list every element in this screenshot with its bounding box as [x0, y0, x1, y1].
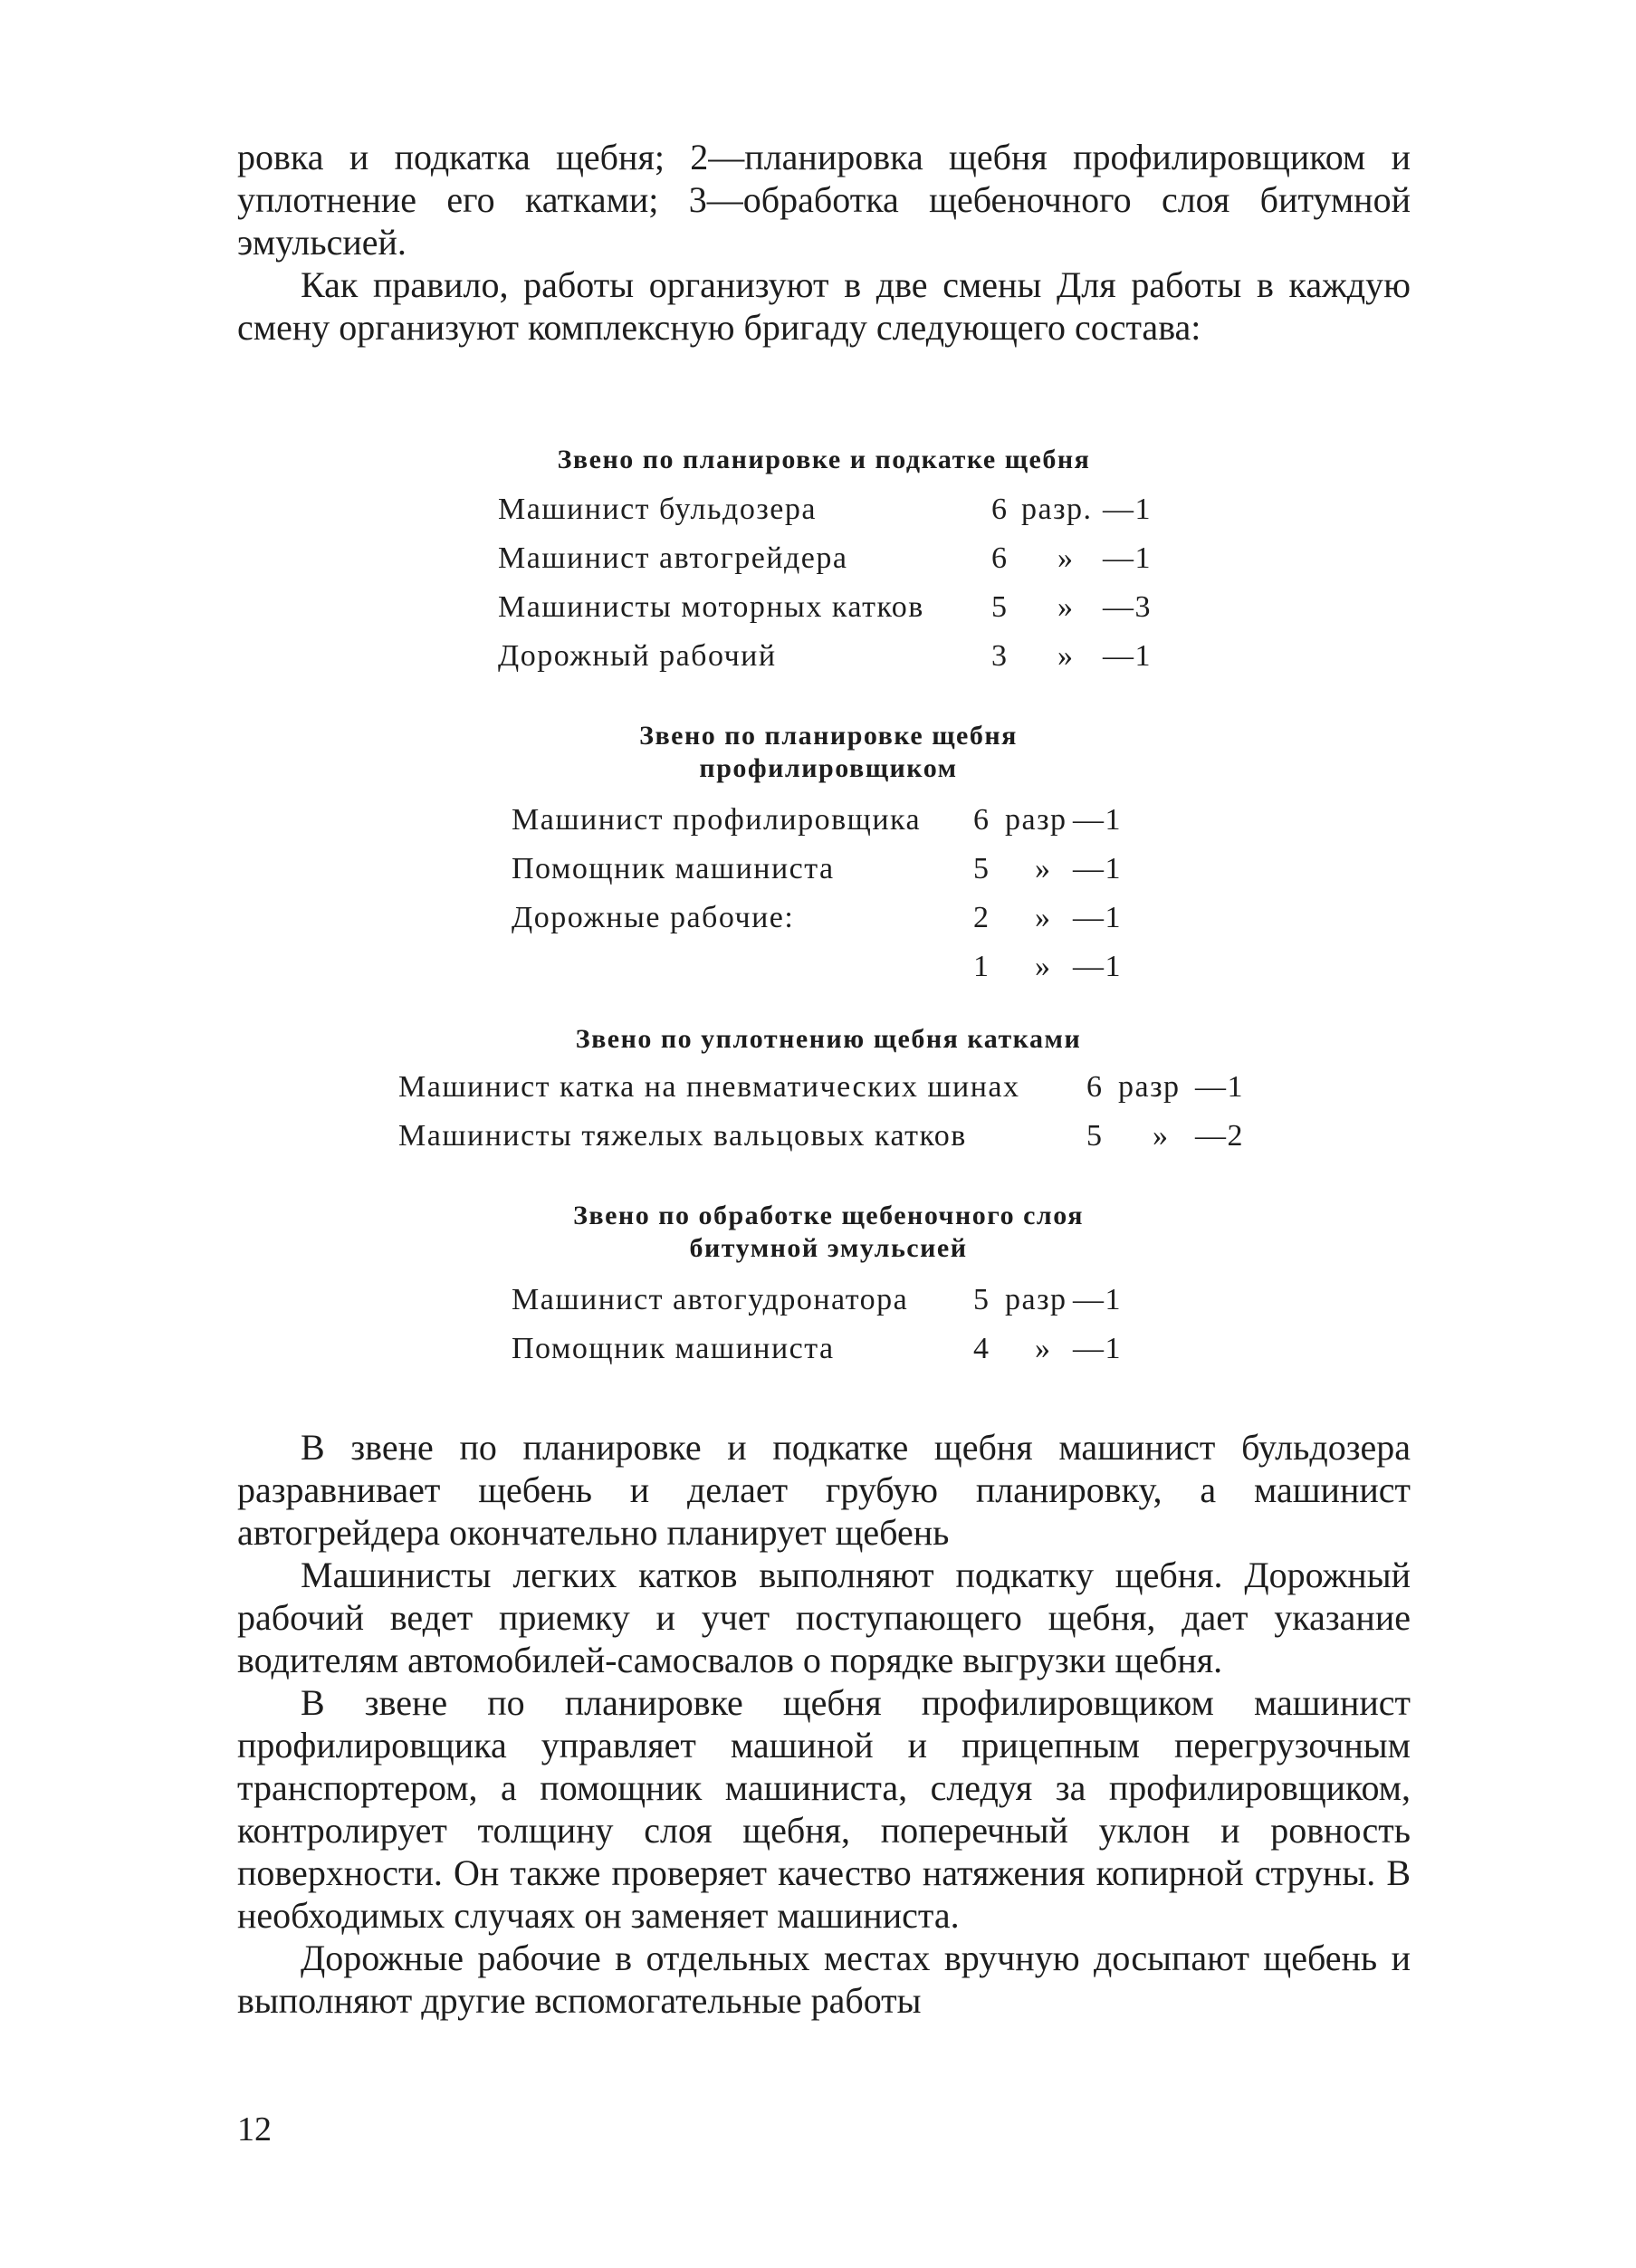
crew-unit: »: [1035, 901, 1052, 934]
crew-role: Машинист катка на пневматических шинах: [398, 1070, 1020, 1104]
paragraph: В звене по планировке щебня профилировщиком машинист профилировщика управляет машиной и прицепным перегрузочным транспортером, а помощник машиниста, следуя за профилировщиком, контролирует толщину слоя щебня, поперечный уклон и ровность поверхности. Он также проверяет качество натяжения копирной струны. В необходимых случаях он заменяет машиниста.: [237, 1682, 1411, 1936]
explanation-text: [237, 1426, 1411, 2022]
crew-count: —1: [1103, 639, 1152, 673]
crew-unit: »: [1153, 1119, 1170, 1153]
crew-count: —1: [1103, 541, 1152, 575]
crew-block-compaction: [398, 1023, 1258, 1161]
crew-row: [512, 943, 1145, 991]
intro-text: [237, 136, 1411, 349]
crew-row: [398, 1063, 1258, 1112]
crew-role: Дорожные рабочие:: [512, 901, 795, 934]
crew-grade: 6: [991, 541, 1009, 575]
crew-role: Машинист бульдозера: [498, 493, 817, 526]
crew-grade: 6: [991, 493, 1009, 526]
paragraph: Дорожные рабочие в отдельных местах вручную досыпают щебень и выполняют другие вспомогательные работы: [237, 1938, 1411, 2021]
crew-grade: 5: [991, 590, 1009, 624]
crew-row: [512, 845, 1145, 894]
crew-unit: »: [1035, 1332, 1052, 1365]
crew-unit: разр.: [1021, 493, 1093, 526]
paragraph: ровка и подкатка щебня; 2—планировка щебня профилировщиком и уплотнение его катками; 3—обработка щебеночного слоя битумной эмульсией.: [237, 137, 1411, 263]
crew-count: —1: [1195, 1070, 1244, 1104]
crew-title: Звено по планировке щебня профилировщиком: [639, 721, 1018, 783]
crew-row: [512, 796, 1145, 845]
crew-grade: 4: [973, 1332, 990, 1365]
paragraph: Машинисты легких катков выполняют подкатку щебня. Дорожный рабочий ведет приемку и учет поступающего щебня, дает указание водителям автомобилей-самосвалов о порядке выгрузки щебня.: [237, 1555, 1411, 1680]
crew-grade: 5: [973, 852, 990, 885]
crew-unit: разр: [1005, 803, 1067, 837]
crew-title: Звено по обработке щебеночного слоя битумной эмульсией: [573, 1201, 1084, 1263]
crew-count: —1: [1073, 1332, 1122, 1365]
crew-grade: 6: [973, 803, 990, 837]
paragraph: Как правило, работы организуют в две смены Для работы в каждую смену организуют комплексную бригаду следующего состава:: [237, 264, 1411, 348]
crew-row: [498, 583, 1150, 632]
crew-unit: »: [1057, 541, 1075, 575]
crew-grade: 5: [1086, 1119, 1104, 1153]
crew-row: [398, 1112, 1258, 1161]
crew-unit: »: [1057, 590, 1075, 624]
crew-grade: 6: [1086, 1070, 1104, 1104]
crew-grade: 2: [973, 901, 990, 934]
crew-role: Машинист автогрейдера: [498, 541, 848, 575]
crew-grade: 5: [973, 1283, 990, 1316]
crew-block-bitumen: [512, 1200, 1145, 1373]
crew-row: [498, 632, 1150, 681]
crew-row: [512, 1325, 1145, 1373]
crew-block-grading-rolling: [498, 444, 1150, 681]
crew-count: —1: [1073, 901, 1122, 934]
crew-role: Машинисты тяжелых вальцовых катков: [398, 1119, 967, 1153]
crew-title: Звено по уплотнению щебня катками: [575, 1024, 1082, 1054]
crew-unit: разр: [1005, 1283, 1067, 1316]
crew-count: —1: [1103, 493, 1152, 526]
crew-count: —1: [1073, 1283, 1122, 1316]
crew-grade: 3: [991, 639, 1009, 673]
page-number: 12: [237, 2110, 272, 2148]
crew-grade: 1: [973, 950, 990, 983]
crew-count: —1: [1073, 852, 1122, 885]
crew-role: Машинисты моторных катков: [498, 590, 924, 624]
crew-count: —1: [1073, 803, 1122, 837]
crew-unit: »: [1035, 852, 1052, 885]
crew-unit: разр: [1118, 1070, 1181, 1104]
crew-role: Помощник машиниста: [512, 1332, 835, 1365]
crew-unit: »: [1035, 950, 1052, 983]
crew-unit: »: [1057, 639, 1075, 673]
crew-role: Машинист профилировщика: [512, 803, 922, 837]
crew-row: [498, 485, 1150, 534]
crew-role: Машинист автогудронатора: [512, 1283, 909, 1316]
crew-role: Помощник машиниста: [512, 852, 835, 885]
crew-row: [498, 534, 1150, 583]
crew-count: —3: [1103, 590, 1152, 624]
crew-title: Звено по планировке и подкатке щебня: [557, 445, 1091, 474]
crew-count: —2: [1195, 1119, 1244, 1153]
crew-row: [512, 1276, 1145, 1325]
crew-count: —1: [1073, 950, 1122, 983]
crew-role: Дорожный рабочий: [498, 639, 777, 673]
crew-row: [512, 894, 1145, 943]
paragraph: В звене по планировке и подкатке щебня машинист бульдозера разравнивает щебень и делает грубую планировку, а машинист автогрейдера окончательно планирует щебень: [237, 1427, 1411, 1553]
crew-block-profiler: [512, 720, 1145, 991]
